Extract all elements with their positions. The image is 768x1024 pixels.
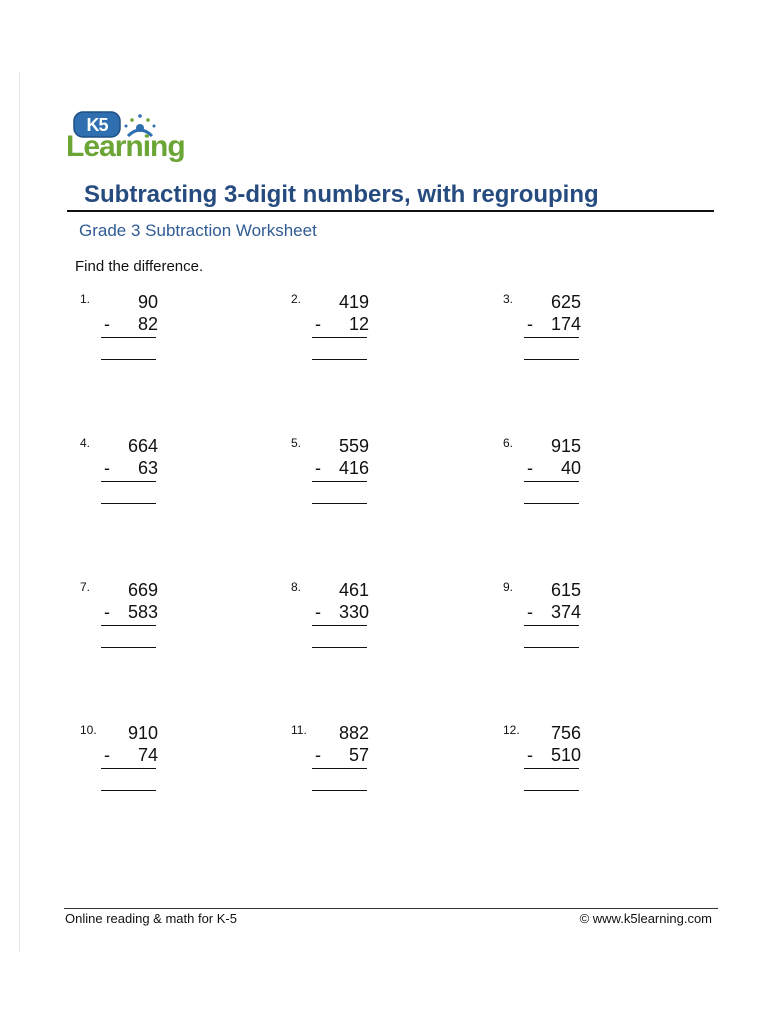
minus-sign: - <box>104 458 110 478</box>
subtrahend: 583 <box>127 602 158 622</box>
answer-blank[interactable] <box>101 647 156 648</box>
subtrahend: 174 <box>550 314 581 334</box>
minus-sign: - <box>104 745 110 765</box>
problem-number: 7. <box>80 580 91 594</box>
minuend: 756 <box>550 723 581 743</box>
equals-line <box>101 337 156 338</box>
minus-sign: - <box>104 602 110 622</box>
minus-sign: - <box>527 458 533 478</box>
minus-sign: - <box>315 458 321 478</box>
minus-sign: - <box>527 745 533 765</box>
problem-number: 4. <box>80 436 91 450</box>
problem-2 <box>291 292 411 372</box>
equals-line <box>524 481 579 482</box>
problem-number: 2. <box>291 292 302 306</box>
subtrahend: 330 <box>338 602 369 622</box>
answer-blank[interactable] <box>101 359 156 360</box>
answer-blank[interactable] <box>524 503 579 504</box>
problem-number: 11. <box>291 723 307 737</box>
equals-line <box>101 625 156 626</box>
problem-9 <box>503 580 623 660</box>
equals-line <box>524 625 579 626</box>
subtrahend: 57 <box>348 745 369 765</box>
minuend: 882 <box>338 723 369 743</box>
minus-sign: - <box>527 602 533 622</box>
subtrahend: 374 <box>550 602 581 622</box>
subtrahend: 510 <box>550 745 581 765</box>
answer-blank[interactable] <box>101 790 156 791</box>
answer-blank[interactable] <box>312 790 367 791</box>
answer-blank[interactable] <box>312 503 367 504</box>
instructions: Find the difference. <box>75 258 204 275</box>
problem-11 <box>291 723 411 803</box>
problem-number: 6. <box>503 436 514 450</box>
equals-line <box>312 625 367 626</box>
subtrahend: 82 <box>137 314 158 334</box>
problem-3 <box>503 292 623 372</box>
minuend: 419 <box>338 292 369 312</box>
minuend: 559 <box>338 436 369 456</box>
minus-sign: - <box>104 314 110 334</box>
footer-website: © www.k5learning.com <box>579 911 712 926</box>
equals-line <box>524 768 579 769</box>
logo-badge: K5 <box>86 115 108 135</box>
answer-blank[interactable] <box>524 790 579 791</box>
problem-number: 3. <box>503 292 514 306</box>
answer-blank[interactable] <box>101 503 156 504</box>
minuend: 664 <box>127 436 158 456</box>
minuend: 625 <box>550 292 581 312</box>
footer-tagline: Online reading & math for K-5 <box>65 911 237 926</box>
equals-line <box>312 481 367 482</box>
subtrahend: 63 <box>137 458 158 478</box>
answer-blank[interactable] <box>312 359 367 360</box>
minuend: 615 <box>550 580 581 600</box>
problem-5 <box>291 436 411 516</box>
problem-number: 8. <box>291 580 302 594</box>
minus-sign: - <box>315 602 321 622</box>
minuend: 90 <box>137 292 158 312</box>
problem-1 <box>80 292 200 372</box>
minuend: 461 <box>338 580 369 600</box>
equals-line <box>524 337 579 338</box>
minuend: 669 <box>127 580 158 600</box>
equals-line <box>312 337 367 338</box>
equals-line <box>312 768 367 769</box>
logo-wordmark: Learning <box>66 130 185 163</box>
problem-number: 5. <box>291 436 302 450</box>
problem-7 <box>80 580 200 660</box>
problem-4 <box>80 436 200 516</box>
equals-line <box>101 481 156 482</box>
footer-divider <box>64 908 718 909</box>
problem-number: 1. <box>80 292 91 306</box>
minus-sign: - <box>315 745 321 765</box>
problem-8 <box>291 580 411 660</box>
minus-sign: - <box>527 314 533 334</box>
minus-sign: - <box>315 314 321 334</box>
minuend: 910 <box>127 723 158 743</box>
title-divider <box>67 210 714 212</box>
k5-learning-logo <box>64 106 204 170</box>
equals-line <box>101 768 156 769</box>
problem-10 <box>80 723 200 803</box>
problem-number: 12. <box>503 723 520 737</box>
subtrahend: 416 <box>338 458 369 478</box>
answer-blank[interactable] <box>312 647 367 648</box>
page-title: Subtracting 3-digit numbers, with regrouping <box>84 181 599 208</box>
page-edge <box>19 72 20 952</box>
problem-number: 10. <box>80 723 97 737</box>
problem-12 <box>503 723 623 803</box>
subtrahend: 74 <box>137 745 158 765</box>
minuend: 915 <box>550 436 581 456</box>
page-subtitle: Grade 3 Subtraction Worksheet <box>79 221 317 240</box>
answer-blank[interactable] <box>524 647 579 648</box>
subtrahend: 40 <box>560 458 581 478</box>
problem-number: 9. <box>503 580 514 594</box>
problem-6 <box>503 436 623 516</box>
subtrahend: 12 <box>348 314 369 334</box>
answer-blank[interactable] <box>524 359 579 360</box>
